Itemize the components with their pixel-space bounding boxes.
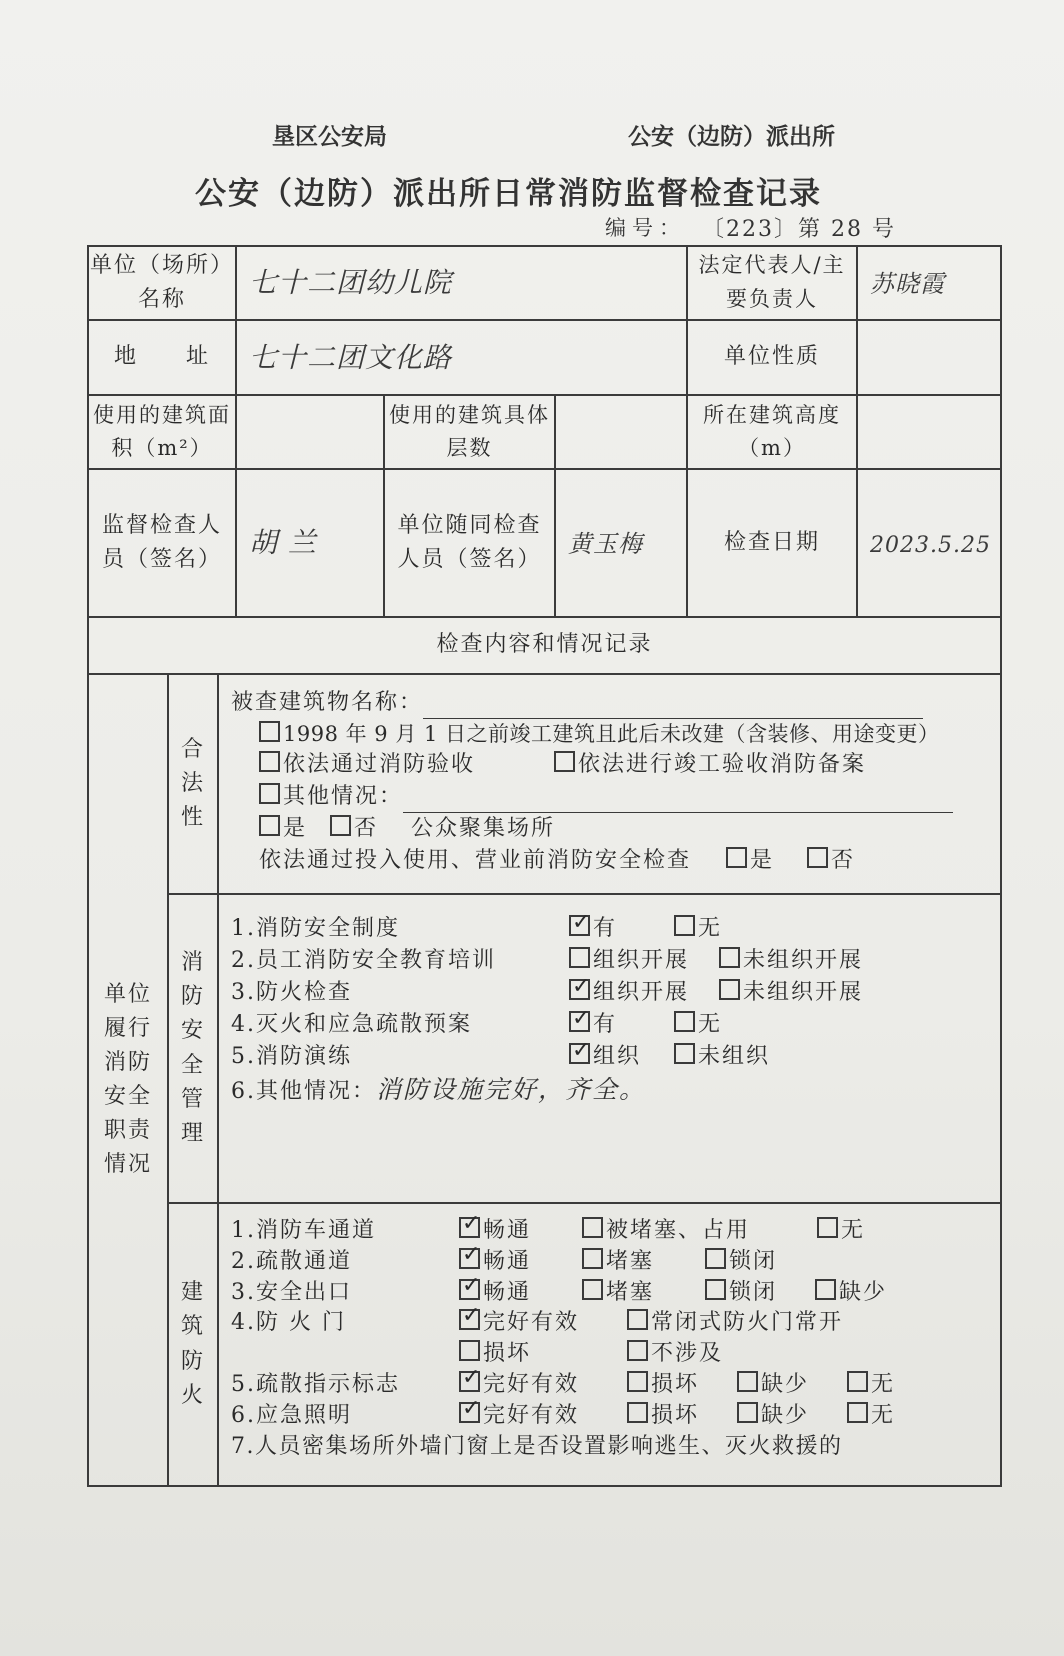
date-value: 2023.5.25 bbox=[870, 533, 991, 559]
bfp-content bbox=[218, 1203, 1001, 1486]
opt-other-checkbox[interactable] bbox=[259, 783, 280, 804]
mgmt-row-3 bbox=[231, 977, 1000, 1009]
legal-rep-field[interactable] bbox=[857, 246, 1001, 320]
mgmt-other-value[interactable]: 消防设施完好，齐全。 bbox=[376, 1075, 647, 1105]
mgmt-3-b-checkbox[interactable] bbox=[719, 979, 740, 1000]
opt-1998-row bbox=[231, 719, 1000, 749]
mgmt-4-a-label: 有 bbox=[593, 1011, 618, 1037]
opt-other-label: 其他情况： bbox=[283, 784, 404, 810]
inspector-label: 监督检查人员（签名） bbox=[88, 469, 236, 617]
mgmt-2-b-checkbox[interactable] bbox=[719, 947, 740, 968]
address-value: 七十二团文化路 bbox=[249, 340, 453, 374]
page-title: 公安（边防）派出所日常消防监督检查记录 bbox=[195, 176, 822, 212]
bfp-r2-name: 2.疏散通道 bbox=[231, 1248, 352, 1274]
accompany-label: 单位随同检查人员（签名） bbox=[384, 469, 555, 617]
bfp-row-1 bbox=[231, 1216, 1000, 1247]
bfp-row-6 bbox=[231, 1401, 1000, 1432]
mgmt-item-5: 5.消防演练 bbox=[231, 1043, 352, 1069]
mgmt-5-b-checkbox[interactable] bbox=[674, 1043, 695, 1064]
mgmt-other-label: 6.其他情况： bbox=[231, 1079, 376, 1105]
building-name-input[interactable] bbox=[423, 696, 923, 719]
mgmt-4-a-checkbox[interactable] bbox=[569, 1011, 590, 1032]
mgmt-2-a-checkbox[interactable] bbox=[569, 947, 590, 968]
unit-nature-label: 单位性质 bbox=[687, 320, 857, 395]
building-name-label: 被查建筑物名称： bbox=[231, 690, 424, 715]
inspector-value: 胡 兰 bbox=[249, 526, 317, 560]
bfp-r6-b-label: 损坏 bbox=[651, 1402, 700, 1428]
bfp-r4-a-label: 完好有效 bbox=[483, 1310, 580, 1336]
bfp-r4-name: 4.防 火 门 bbox=[231, 1310, 346, 1336]
bfp-r4-a-checkbox[interactable] bbox=[459, 1309, 480, 1330]
bfp-r3-d-checkbox[interactable] bbox=[815, 1279, 836, 1300]
bfp-r1-a-label: 畅通 bbox=[483, 1218, 532, 1243]
bfp-row-7: 7.人员密集场所外墙门窗上是否设置影响逃生、灭火救援的 bbox=[231, 1433, 843, 1459]
bfp-r5-b-label: 损坏 bbox=[651, 1371, 700, 1397]
bfp-r5-d-label: 无 bbox=[871, 1371, 896, 1397]
pre-use-yes-label: 是 bbox=[750, 848, 775, 873]
mgmt-4-b-label: 无 bbox=[698, 1011, 723, 1037]
mgmt-item-3: 3.防火检查 bbox=[231, 979, 352, 1005]
mgmt-row-6 bbox=[231, 1072, 1000, 1108]
floors-label: 使用的建筑具体层数 bbox=[384, 395, 555, 469]
bfp-r1-b-label: 被堵塞、占用 bbox=[606, 1218, 751, 1243]
mgmt-1-a-checkbox[interactable] bbox=[569, 915, 590, 936]
mgmt-3-a-checkbox[interactable] bbox=[569, 979, 590, 1000]
other-row bbox=[231, 781, 1000, 813]
mgmt-label: 消防安全管理 bbox=[181, 950, 206, 1146]
public-yes-label: 是 bbox=[283, 816, 308, 842]
legal-rep-value: 苏晓霞 bbox=[870, 270, 946, 299]
bfp-r6-b-checkbox[interactable] bbox=[627, 1402, 648, 1423]
opt-record-checkbox[interactable] bbox=[554, 751, 575, 772]
bfp-r3-d-label: 缺少 bbox=[839, 1279, 888, 1305]
opt-1998-label: 1998 年 9 月 1 日之前竣工建筑且此后未改建（含装修、用途变更） bbox=[283, 721, 940, 746]
serial-label: 编号： bbox=[605, 216, 686, 240]
bfp-r5-a-checkbox[interactable] bbox=[459, 1371, 480, 1392]
bfp-row-2 bbox=[231, 1247, 1000, 1278]
date-label: 检查日期 bbox=[687, 469, 857, 617]
mgmt-row-5 bbox=[231, 1041, 1000, 1073]
bfp-r3-a-label: 畅通 bbox=[483, 1279, 532, 1305]
public-no-checkbox[interactable] bbox=[330, 815, 351, 836]
right-org: 公安（边防）派出所 bbox=[628, 124, 835, 150]
bfp-r3-a-checkbox[interactable] bbox=[459, 1279, 480, 1300]
building-name-row bbox=[231, 687, 1000, 719]
bfp-r2-b-checkbox[interactable] bbox=[582, 1248, 603, 1269]
outer-label bbox=[88, 674, 168, 1486]
address-field[interactable] bbox=[236, 320, 687, 395]
mgmt-row-4 bbox=[231, 1009, 1000, 1041]
bfp-r6-c-checkbox[interactable] bbox=[737, 1402, 758, 1423]
section-title: 检查内容和情况记录 bbox=[88, 617, 1001, 674]
accompany-value: 黄玉梅 bbox=[568, 530, 643, 559]
mgmt-4-b-checkbox[interactable] bbox=[674, 1011, 695, 1032]
bfp-r5-b-checkbox[interactable] bbox=[627, 1371, 648, 1392]
bfp-r5-c-checkbox[interactable] bbox=[737, 1371, 758, 1392]
opt-1998-checkbox[interactable] bbox=[259, 721, 280, 742]
accompany-field[interactable] bbox=[555, 469, 687, 617]
bfp-r1-b-checkbox[interactable] bbox=[582, 1217, 603, 1238]
bfp-r1-c-label: 无 bbox=[841, 1218, 866, 1243]
bfp-r3-name: 3.安全出口 bbox=[231, 1279, 352, 1305]
bfp-r6-name: 6.应急照明 bbox=[231, 1402, 352, 1428]
mgmt-item-2: 2.员工消防安全教育培训 bbox=[231, 947, 496, 973]
bfp-r6-d-checkbox[interactable] bbox=[847, 1402, 868, 1423]
bfp-r5-c-label: 缺少 bbox=[761, 1371, 810, 1397]
bfp-r6-c-label: 缺少 bbox=[761, 1402, 810, 1428]
outer-label-text: 单位履行消防安全职责情况 bbox=[103, 981, 152, 1178]
acceptance-row bbox=[231, 749, 1000, 781]
mgmt-3-a-label: 组织开展 bbox=[593, 979, 690, 1005]
left-org: 垦区公安局 bbox=[272, 124, 387, 150]
bfp-row-5 bbox=[231, 1370, 1000, 1401]
inspector-field[interactable] bbox=[236, 469, 384, 617]
bfp-label-cell bbox=[168, 1203, 218, 1486]
bfp-row-3 bbox=[231, 1278, 1000, 1309]
mgmt-1-a-label: 有 bbox=[593, 916, 618, 941]
mgmt-5-a-label: 组织 bbox=[593, 1043, 642, 1069]
mgmt-row-1 bbox=[231, 913, 1000, 945]
bfp-r6-d-label: 无 bbox=[871, 1402, 896, 1428]
pre-use-no-label: 否 bbox=[831, 848, 856, 873]
floors-field[interactable] bbox=[555, 395, 687, 469]
mgmt-5-a-checkbox[interactable] bbox=[569, 1043, 590, 1064]
area-label: 使用的建筑面积（m²） bbox=[88, 395, 236, 469]
mgmt-2-a-label: 组织开展 bbox=[593, 947, 690, 973]
bfp-row-4 bbox=[231, 1308, 1000, 1339]
pre-use-no-checkbox[interactable] bbox=[807, 847, 828, 868]
unit-name-field[interactable] bbox=[236, 246, 687, 320]
pre-use-check-row bbox=[231, 845, 1000, 877]
mgmt-row-2 bbox=[231, 945, 1000, 977]
bfp-r2-c-checkbox[interactable] bbox=[705, 1248, 726, 1269]
bfp-row-4b bbox=[231, 1339, 1000, 1370]
mgmt-1-b-checkbox[interactable] bbox=[674, 915, 695, 936]
pre-use-yes-checkbox[interactable] bbox=[726, 847, 747, 868]
public-place-label: 公众聚集场所 bbox=[411, 816, 556, 842]
mgmt-item-4: 4.灭火和应急疏散预案 bbox=[231, 1011, 472, 1037]
public-yes-checkbox[interactable] bbox=[259, 815, 280, 836]
bfp-r4-c-checkbox[interactable] bbox=[459, 1340, 480, 1361]
mgmt-5-b-label: 未组织 bbox=[698, 1043, 771, 1069]
mgmt-3-b-label: 未组织开展 bbox=[743, 979, 864, 1005]
bfp-r1-name: 1.消防车通道 bbox=[231, 1218, 376, 1243]
bfp-r4-b-label: 常闭式防火门常开 bbox=[651, 1310, 844, 1336]
pre-use-check-label: 依法通过投入使用、营业前消防安全检查 bbox=[259, 848, 692, 873]
height-label: 所在建筑高度（m） bbox=[687, 395, 857, 469]
bfp-r4-c-label: 损坏 bbox=[483, 1341, 532, 1367]
mgmt-label-cell bbox=[168, 894, 218, 1203]
bfp-r5-name: 5.疏散指示标志 bbox=[231, 1371, 400, 1397]
mgmt-1-b-label: 无 bbox=[698, 916, 723, 941]
date-field[interactable] bbox=[857, 469, 1001, 617]
mgmt-item-1: 1.消防安全制度 bbox=[231, 916, 400, 941]
mgmt-content bbox=[218, 894, 1001, 1203]
bfp-r4-d-checkbox[interactable] bbox=[627, 1340, 648, 1361]
unit-nature-field[interactable] bbox=[857, 320, 1001, 395]
bfp-r2-b-label: 堵塞 bbox=[606, 1248, 655, 1274]
opt-accept-label: 依法通过消防验收 bbox=[283, 752, 476, 778]
bfp-label: 建筑防火 bbox=[181, 1280, 206, 1408]
bfp-r3-c-label: 锁闭 bbox=[729, 1279, 778, 1305]
legality-content bbox=[218, 674, 1001, 894]
height-field[interactable] bbox=[857, 395, 1001, 469]
public-place-row bbox=[231, 813, 1000, 845]
bfp-r6-a-label: 完好有效 bbox=[483, 1402, 580, 1428]
bfp-r3-c-checkbox[interactable] bbox=[705, 1279, 726, 1300]
opt-accept-checkbox[interactable] bbox=[259, 751, 280, 772]
legality-label-cell bbox=[168, 674, 218, 894]
bfp-r5-d-checkbox[interactable] bbox=[847, 1371, 868, 1392]
bfp-r5-a-label: 完好有效 bbox=[483, 1371, 580, 1397]
legal-rep-label: 法定代表人/主要负责人 bbox=[687, 246, 857, 320]
legality-label: 合法性 bbox=[181, 736, 206, 831]
bfp-r1-a-checkbox[interactable] bbox=[459, 1217, 480, 1238]
serial-value: 〔223〕第 28 号 bbox=[702, 217, 896, 242]
unit-name-value: 七十二团幼儿院 bbox=[249, 266, 453, 300]
bfp-r4-b-checkbox[interactable] bbox=[627, 1309, 648, 1330]
public-no-label: 否 bbox=[354, 816, 379, 842]
opt-record-label: 依法进行竣工验收消防备案 bbox=[578, 752, 867, 778]
bfp-r4-d-label: 不涉及 bbox=[651, 1341, 724, 1367]
inspection-form-table bbox=[87, 245, 1002, 1487]
bfp-r2-a-checkbox[interactable] bbox=[459, 1248, 480, 1269]
bfp-r3-b-label: 堵塞 bbox=[606, 1279, 655, 1305]
bfp-r3-b-checkbox[interactable] bbox=[582, 1279, 603, 1300]
bfp-r1-c-checkbox[interactable] bbox=[817, 1217, 838, 1238]
bfp-r2-a-label: 畅通 bbox=[483, 1248, 532, 1274]
other-input[interactable] bbox=[403, 792, 953, 813]
bfp-r2-c-label: 锁闭 bbox=[729, 1248, 778, 1274]
bfp-r6-a-checkbox[interactable] bbox=[459, 1402, 480, 1423]
address-label: 地 址 bbox=[88, 320, 236, 395]
area-field[interactable] bbox=[236, 395, 384, 469]
unit-name-label: 单位（场所）名称 bbox=[88, 246, 236, 320]
mgmt-2-b-label: 未组织开展 bbox=[743, 947, 864, 973]
